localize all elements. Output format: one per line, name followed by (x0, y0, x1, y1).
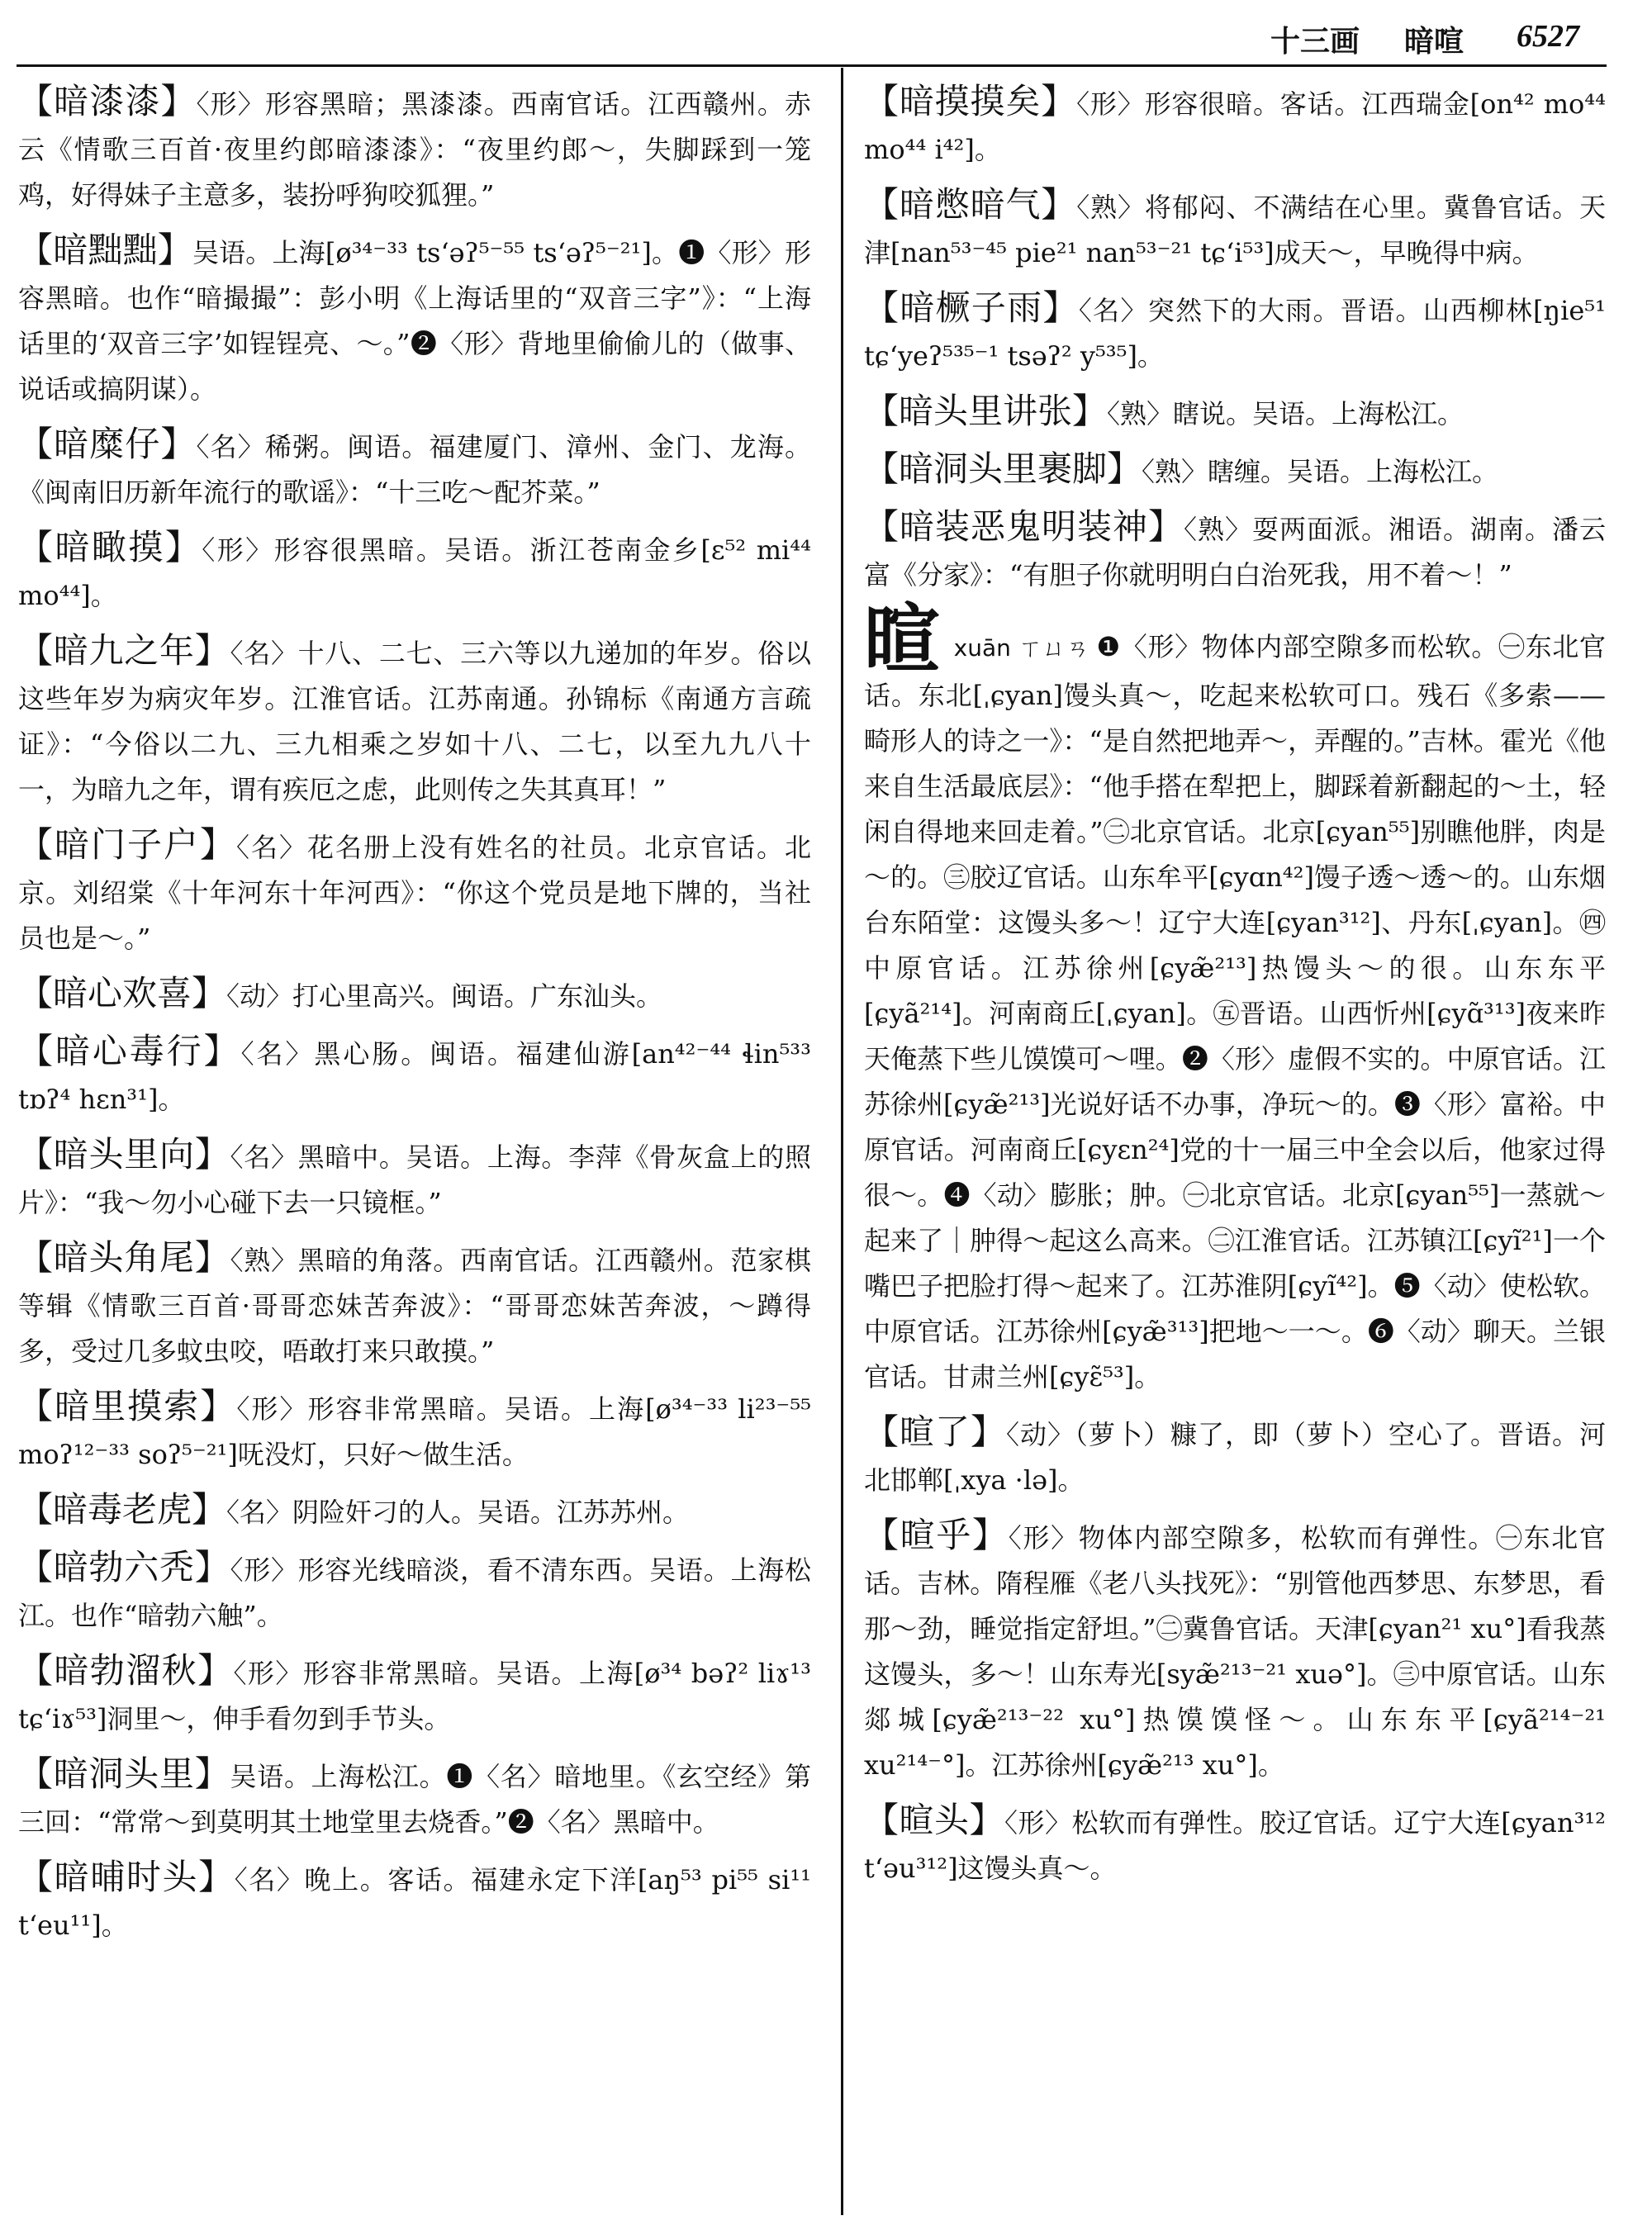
dictionary-entry (18, 1544, 811, 1639)
dictionary-entry (18, 1487, 811, 1535)
head-pinyin: xuān ㄒㄩㄢ (953, 634, 1090, 662)
dictionary-entry (864, 78, 1606, 173)
entry-text: 〈形〉形容非常黑暗。吴语。上海[ø³⁴ bəʔ² liɤ¹³ tɕ‘iɤ⁵³]洞里～，伸手看勿到手节头。 (18, 1658, 811, 1734)
entry-text: 〈名〉黑心肠。闽语。福建仙游[an⁴²⁻⁴⁴ ɬin⁵³³ tɒʔ⁴ hɛn³¹]。 (18, 1038, 811, 1115)
left-column (18, 78, 811, 1957)
headword: 【暗晡时头】 (18, 1857, 235, 1897)
headword: 【暗黜黜】 (18, 230, 192, 270)
headword: 【暗装恶鬼明装神】 (864, 506, 1184, 547)
entry-text: 〈熟〉黑暗的角落。西南官话。江西赣州。范家棋等辑《情歌三百首·哥哥恋妹苦奔波》：“哥哥恋妹苦奔波，～蹲得多，受过几多蚊虫咬，唔敢打来只敢摸。” (18, 1245, 811, 1367)
page-number: 6527 (1517, 19, 1579, 54)
headword: 【暗勃溜秋】 (18, 1650, 234, 1691)
entry-text: 〈名〉十八、二七、三六等以九递加的年岁。俗以这些年岁为病灾年岁。江淮官话。江苏南通。孙锦标《南通方言疏证》：“今俗以二九、三九相乘之岁如十八、二七，以至九九八十一，为暗九之年，谓有疾厄之虑，此则传之失其真耳！” (18, 638, 811, 805)
entry-text: 〈形〉物体内部空隙多，松软而有弹性。㊀东北官话。吉林。隋程雁《老八头找死》：“别管他西梦思、东梦思，看那～劲，睡觉指定舒坦。”㊁冀鲁官话。天津[ɕyan²¹ xu°]看我蒸这馒头，多～！山东寿光[syæ̃²¹³⁻²¹ xuə°]。㊂中原官话。山东郯城[ɕyæ̃²¹³⁻²² xu°]热馍馍怪～。山东东平[ɕyã²¹⁴⁻²¹ xu²¹⁴⁻°]。江苏徐州[ɕyæ̃²¹³ xu°]。 (864, 1522, 1606, 1781)
head-character: 暄 (864, 595, 941, 684)
dictionary-entry (18, 970, 811, 1019)
entry-text: 〈名〉突然下的大雨。晋语。山西柳林[ŋie⁵¹ tɕ‘yeʔ⁵³⁵⁻¹ tsəʔ² y⁵³⁵]。 (864, 295, 1606, 372)
entry-text: 吴语。上海松江。❶〈名〉暗地里。《玄空经》第三回：“常常～到莫明其土地堂里去烧香。”❷〈名〉黑暗中。 (18, 1761, 811, 1838)
dictionary-entry (18, 1751, 811, 1845)
dictionary-entry (864, 446, 1606, 495)
dictionary-entry (18, 822, 811, 961)
dictionary-entry (864, 388, 1606, 437)
headword: 【暗门子户】 (18, 824, 236, 865)
header-chars: 暗喧 (1404, 25, 1464, 59)
headword: 【暗洞头里裹脚】 (864, 448, 1142, 489)
entry-text: 〈形〉形容光线暗淡，看不清东西。吴语。上海松江。也作“暗勃六触”。 (18, 1554, 811, 1631)
dictionary-entry (18, 1132, 811, 1226)
headword: 【暄了】 (864, 1412, 1006, 1452)
dictionary-entry (18, 78, 811, 218)
column-divider (841, 68, 843, 2215)
headword: 【暄头】 (864, 1800, 1004, 1840)
dictionary-entry (864, 285, 1606, 379)
entry-text: 〈形〉形容黑暗；黑漆漆。西南官话。江西赣州。赤云《情歌三百首·夜里约郎暗漆漆》：“夜里约郎～，失脚踩到一笼鸡，好得妹子主意多，装扮呼狗咬狐狸。” (18, 88, 811, 211)
dictionary-entry (18, 524, 811, 619)
entry-text: 〈熟〉瞎缠。吴语。上海松江。 (1142, 456, 1499, 487)
entry-text: 〈熟〉瞎说。吴语。上海松江。 (1107, 398, 1464, 429)
headword: 【暗勃六秃】 (18, 1547, 230, 1587)
headword: 【暗糜仔】 (18, 424, 197, 464)
entry-text: 〈名〉阴险奸刁的人。吴语。江苏苏州。 (226, 1497, 690, 1528)
headword: 【暗毒老虎】 (18, 1489, 227, 1530)
headword: 【暗橛子雨】 (864, 287, 1079, 328)
dictionary-entry (864, 504, 1606, 598)
headword: 【暗摸摸矣】 (864, 81, 1077, 121)
entry-text: 〈名〉晚上。客话。福建永定下洋[aŋ⁵³ pi⁵⁵ si¹¹ t‘eu¹¹]。 (18, 1864, 811, 1941)
entry-text: 〈熟〉将郁闷、不满结在心里。冀鲁官话。天津[nan⁵³⁻⁴⁵ pie²¹ nan⁵³⁻²¹ tɕ‘i⁵³]成天～，早晚得中病。 (864, 192, 1606, 268)
dictionary-entry (18, 1235, 811, 1374)
entry-text: 〈动〉（萝卜）糠了，即（萝卜）空心了。晋语。河北邯郸[ˌxya ·lə]。 (864, 1419, 1606, 1496)
headword: 【暗漆漆】 (18, 81, 197, 121)
entry-text: 〈名〉花名册上没有姓名的社员。北京官话。北京。刘绍棠《十年河东十年河西》：“你这个党员是地下牌的，当社员也是～。” (18, 832, 811, 954)
entry-text: 〈形〉形容很暗。客话。江西瑞金[on⁴² mo⁴⁴ mo⁴⁴ i⁴²]。 (864, 88, 1606, 165)
head-character-entry (864, 595, 1606, 1400)
entry-text: 〈形〉形容很黑暗。吴语。浙江苍南金乡[ɛ⁵² mi⁴⁴ mo⁴⁴]。 (18, 534, 811, 611)
dictionary-entry (18, 628, 811, 813)
entry-text: 〈名〉稀粥。闽语。福建厦门、漳州、金门、龙海。《闽南旧历新年流行的歌谣》：“十三吃～配芥菜。” (18, 431, 811, 508)
entry-text: 〈动〉打心里高兴。闽语。广东汕头。 (226, 980, 663, 1012)
dictionary-entry (18, 1648, 811, 1742)
entry-text: 〈形〉松软而有弹性。胶辽官话。辽宁大连[ɕyan³¹² t‘əu³¹²]这馒头真～。 (864, 1807, 1606, 1884)
head-character-text: ❶〈形〉物体内部空隙多而松软。㊀东北官话。东北[ˌɕyan]馒头真～，吃起来松软可口。残石《多索——畸形人的诗之一》：“是自然把地弄～，弄醒的。”吉林。霍光《他来自生活最底层》：“他手搭在犁把上，脚踩着新翻起的～土，轻闲自得地来回走着。”㊁北京官话。北京[ɕyan⁵⁵]别瞧他胖，肉是～的。㊂胶辽官话。山东牟平[ɕyɑn⁴²]馒子透～透～的。山东烟台东陌堂：这馒头多～！辽宁大连[ɕyan³¹²]、丹东[ˌɕyan]。㊃中原官话。江苏徐州[ɕyæ̃²¹³]热馒头～的很。山东东平[ɕyã²¹⁴]。河南商丘[ˌɕyan]。㊄晋语。山西忻州[ɕyɑ̃³¹³]夜来昨天俺蒸下些儿馍馍可～哩。❷〈形〉虚假不实的。中原官话。江苏徐州[ɕyæ̃²¹³]光说好话不办事，净玩～的。❸〈形〉富裕。中原官话。河南商丘[ɕyɛn²⁴]党的十一届三中全会以后，他家过得很～。❹〈动〉膨胀；肿。㊀北京官话。北京[ɕyan⁵⁵]一蒸就～起来了｜肿得～起这么高来。㊁江淮官话。江苏镇江[ɕyĩ²¹]一个嘴巴子把脸打得～起来了。江苏淮阴[ɕyĩ⁴²]。❺〈动〉使松软。中原官话。江苏徐州[ɕyæ̃³¹³]把地～一～。❻〈动〉聊天。兰银官话。甘肃兰州[ɕyɛ̃⁵³]。 (864, 631, 1606, 1393)
dictionary-entry (864, 1797, 1606, 1891)
headword: 【暗头角尾】 (18, 1237, 230, 1278)
entry-text: 〈熟〉耍两面派。湘语。湖南。潘云富《分家》：“有胆子你就明明白白治死我，用不着～！” (864, 514, 1606, 591)
headword: 【暗九之年】 (18, 630, 230, 671)
dictionary-entry (18, 1854, 811, 1948)
entry-text: 吴语。上海[ø³⁴⁻³³ ts‘əʔ⁵⁻⁵⁵ ts‘əʔ⁵⁻²¹]。❶〈形〉形容黑暗。也作“暗撮撮”：彭小明《上海话里的“双音三字”》：“上海话里的‘双音三字’如锃锃亮、～。”❷〈形〉背地里偷偷儿的（做事、说话或搞阴谋）。 (18, 237, 811, 405)
headword: 【暗头里讲张】 (864, 391, 1108, 431)
dictionary-entry (18, 227, 811, 412)
entry-text: 〈形〉形容非常黑暗。吴语。上海[ø³⁴⁻³³ li²³⁻⁵⁵ moʔ¹²⁻³³ soʔ⁵⁻²¹]呒没灯，只好～做生活。 (18, 1393, 811, 1470)
dictionary-entry (18, 1028, 811, 1122)
headword: 【暗心欢喜】 (18, 973, 227, 1013)
entry-text: 〈名〉黑暗中。吴语。上海。李萍《骨灰盒上的照片》：“我～勿小心碰下去一只镜框。” (18, 1141, 811, 1218)
dictionary-entry (864, 1512, 1606, 1788)
headword: 【暗里摸索】 (18, 1386, 237, 1426)
header-rule (17, 64, 1607, 67)
dictionary-entry (864, 1409, 1606, 1503)
headword: 【暗憋暗气】 (864, 184, 1077, 225)
dictionary-entry (18, 1383, 811, 1478)
headword: 【暄乎】 (864, 1515, 1009, 1555)
headword: 【暗洞头里】 (18, 1753, 230, 1794)
dictionary-entry (18, 421, 811, 515)
right-column (864, 78, 1606, 1900)
headword: 【暗瞰摸】 (18, 527, 202, 567)
dictionary-entry (864, 182, 1606, 276)
headword: 【暗心毒行】 (18, 1031, 241, 1071)
section-label: 十三画 (1270, 25, 1360, 59)
headword: 【暗头里向】 (18, 1134, 230, 1174)
